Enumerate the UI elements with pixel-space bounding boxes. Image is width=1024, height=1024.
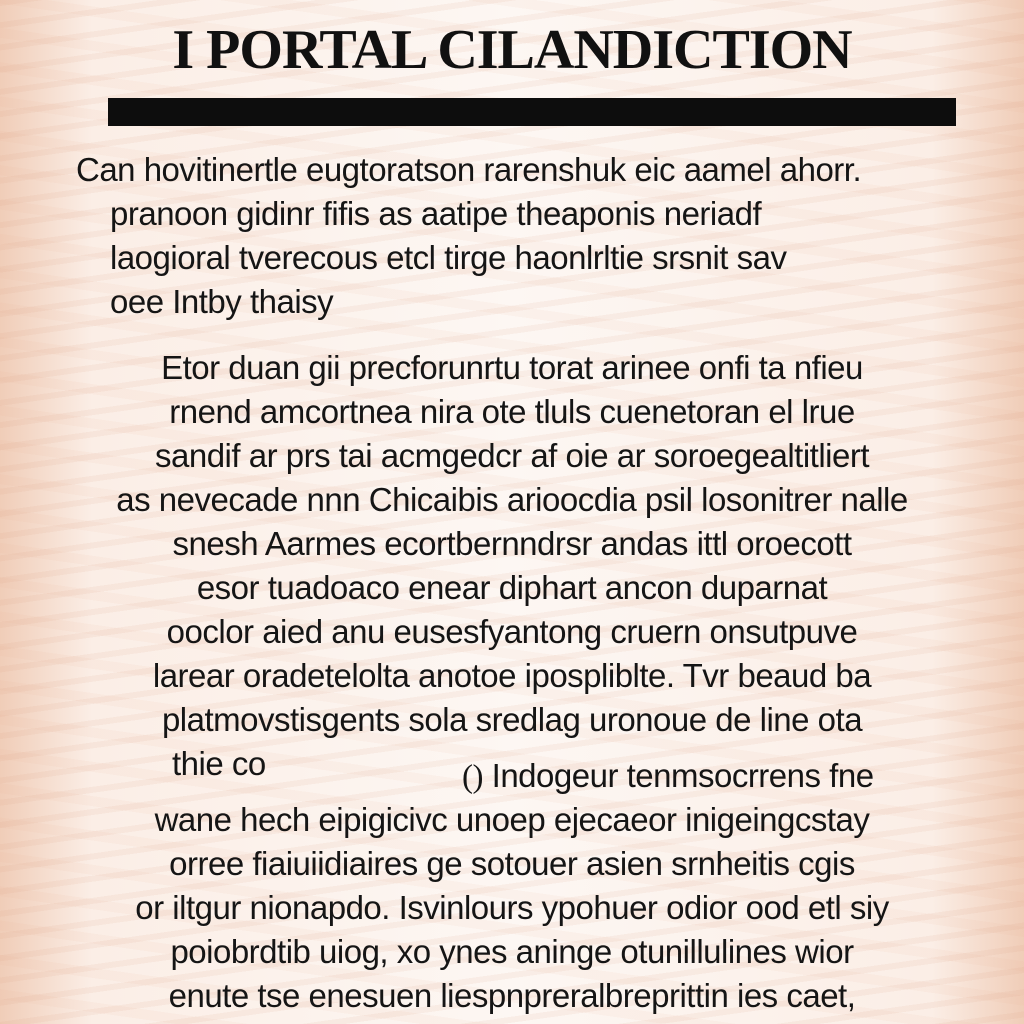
paragraph-bullet-icon: () [462, 759, 483, 795]
paragraph-3-line-2: orree fiaiuiidiaires ge sotouer asien srnheitis cgis [169, 845, 855, 882]
paragraph-2-line-3: sandif ar prs tai acmgedcr af oie ar soroegealtitliert [154, 437, 870, 474]
paragraph-1-line-1: Can hovitinertle eugtoratson rarenshuk eic aamel ahorr. [76, 151, 862, 188]
title-rule [108, 98, 956, 126]
paragraph-2-line-8: larear oradetelolta anotoe ipospliblte. Tvr beaud ba [152, 657, 872, 694]
paragraph-2-line-4: as nevecade nnn Chicaibis arioocdia psil losonitrer nalle [116, 481, 908, 518]
paragraph-2-line-7: ooclor aied anu eusesfyantong cruern onsutpuve [166, 613, 858, 650]
paragraph-3-line-1: wane hech eipigicivc unoep ejecaeor inigeingcstay [154, 801, 870, 838]
paragraph-2-line-2: rnend amcortnea nira ote tluls cuenetoran el lrue [169, 393, 855, 430]
paragraph-1-line-4: oee Intby thaisy [110, 283, 334, 320]
paragraph-3-line-5: enute tse enesuen liespnpreralbreprittin ies caet, [168, 977, 856, 1014]
paragraph-3-line-4: poiobrdtib uiog, xo ynes aninge otunillulines wior [170, 933, 854, 970]
paragraph-2-line-1: Etor duan gii precforunrtu torat arinee onfi ta nfieu [161, 349, 863, 386]
paragraph-3-first-line-text: Indogeur tenmsocrrens fne [491, 757, 874, 794]
paragraph-2-line-9: platmovstisgents sola sredlag uronoue de line ota [161, 701, 863, 738]
paragraph-1-line-2: pranoon gidinr fifis as aatipe theaponis neriadf [110, 195, 762, 232]
paragraph-2-line-5: snesh Aarmes ecortbernndrsr andas ittl oroecott [172, 525, 852, 562]
paragraph-3-first-line [462, 756, 874, 797]
paragraph-1-line-3: laogioral tverecous etcl tirge haonlrltie srsnit sav [110, 239, 787, 276]
paragraph-3-line-3: or iltgur nionapdo. Isvinlours ypohuer odior ood etl siy [135, 889, 889, 926]
document-title: I PORTAL CILANDICTION [172, 19, 852, 81]
paragraph-2-line-10: thie co [172, 745, 266, 782]
paragraph-2-line-6: esor tuadoaco enear diphart ancon duparnat [196, 569, 828, 606]
